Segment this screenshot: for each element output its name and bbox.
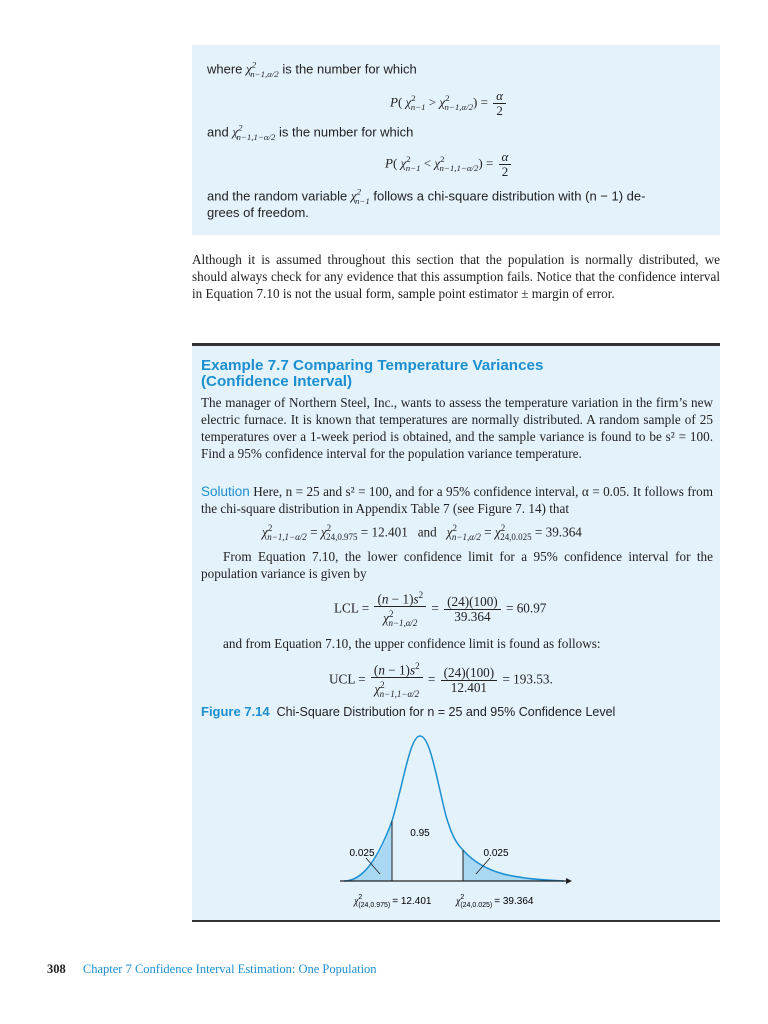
chi-low-value: = 12.401 <box>360 524 408 540</box>
chapter-running-head: Chapter 7 Confidence Interval Estimation: One Population <box>82 962 377 976</box>
probability-equation-1: P( $\chi^2_{n-1} > \chi^2_{n-1,\alpha/2}$) = $\frac{\alpha}{2}$ <box>390 89 508 118</box>
figure-caption-text: Chi-Square Distribution for n = 25 and 95% Confidence Level <box>276 705 616 719</box>
lcl-denominator: 39.364 <box>454 608 491 624</box>
solution-label: Solution <box>201 484 250 499</box>
lcl-result: = 60.97 <box>505 600 547 616</box>
lcl-numerator: (24)(100) <box>444 595 501 610</box>
definition-box <box>192 45 720 235</box>
lcl-label: LCL <box>334 600 359 616</box>
example-title-line-2: (Confidence Interval) <box>201 373 353 390</box>
right-cut-axis-label: $\chi^2$ (24,0.025) = 39.364 <box>456 894 534 909</box>
left-tail-label: 0.025 <box>349 848 375 859</box>
text-and-2: and <box>417 524 437 540</box>
axis-arrowhead <box>566 878 572 884</box>
chi-square-figure <box>334 726 574 916</box>
ucl-numerator: (24)(100) <box>441 666 498 681</box>
ucl-label: UCL <box>329 671 355 687</box>
solution-paragraph <box>201 483 713 517</box>
page-footer <box>47 962 377 977</box>
left-cut-axis-label: $\chi^2$ (24,0.975) = 12.401 <box>354 894 432 909</box>
example-title <box>201 358 543 390</box>
chi-high-value: = 39.364 <box>534 524 582 540</box>
text-random-variable: and the random variable <box>207 188 348 204</box>
definition-line-1: where $\chi^2_{n-1,\alpha/2}$ is the number for which <box>207 60 417 79</box>
critical-values-equation: $\chi^2_{n-1,1-\alpha/2} = \chi^2_{24,0.975} = 12.401$ and $\chi^2_{n-1,\alpha/2} = \chi^2_{24,0.025} = 39.364$ <box>262 523 582 543</box>
ucl-result: = 193.53. <box>502 671 553 687</box>
text-where: where <box>207 61 243 77</box>
definition-line-3: and the random variable $\chi^2_{n-1}$ follows a chi-square distribution with (n − 1) de- <box>207 187 646 206</box>
center-probability-label: 0.95 <box>410 828 430 839</box>
probability-equation-2: P( $\chi^2_{n-1} < \chi^2_{n-1,1-\alpha/2}$) = $\frac{\alpha}{2}$ <box>385 150 513 179</box>
ucl-equation: UCL = $\frac{(n - 1)s^2}{\chi^2_{n-1,1-\alpha/2}}$ = $\frac{(24)(100)}{12.401}$ = 193.53. <box>329 661 553 700</box>
text-follows-chi-square: follows a chi-square distribution with (n − 1) de- <box>373 188 646 204</box>
body-paragraph: Although it is assumed throughout this section that the population is normally distributed, we should always check for any evidence that this assumption fails. Notice that the confidence interval in Equation 7.10 is not the usual form, sample point estimator ± margin of error. <box>192 252 720 301</box>
figure-caption <box>201 704 615 719</box>
page-number: 308 <box>47 962 66 976</box>
example-bottom-rule <box>192 920 720 922</box>
text-number-for-which-2: is the number for which <box>278 124 414 140</box>
solution-text: Here, n = 25 and s² = 100, and for a 95% confidence interval, α = 0.05. It follows from the chi-square distribution in Appendix Table 7 (see Figure 7. 14) that <box>201 484 713 516</box>
example-top-rule <box>192 343 720 346</box>
ucl-denominator: 12.401 <box>450 679 488 695</box>
example-title-line-1: Example 7.7 Comparing Temperature Variances <box>201 357 544 374</box>
figure-label: Figure 7.14 <box>201 704 270 719</box>
text-and: and <box>207 124 229 140</box>
lcl-intro: From Equation 7.10, the lower confidence limit for a 95% confidence interval for the population variance is given by <box>201 549 713 581</box>
lcl-equation: LCL = $\frac{(n - 1)s^2}{\chi^2_{n-1,\alpha/2}}$ = $\frac{(24)(100)}{39.364}$ = 60.97 <box>334 590 547 629</box>
definition-line-2: and $\chi^2_{n-1,1-\alpha/2}$ is the number for which <box>207 123 414 142</box>
definition-line-4: grees of freedom. <box>207 205 309 220</box>
right-tail-label: 0.025 <box>483 848 509 859</box>
example-body: The manager of Northern Steel, Inc., wants to assess the temperature variation in the firm’s new electric furnace. It is known that temperatures are normally distributed. A random sample of 25 temperatures over a 1-week period is obtained, and the sample variance is found to be s² = 100. Find a 95% confidence interval for the population variance temperature. <box>201 395 713 461</box>
text-number-for-which-1: is the number for which <box>282 61 417 77</box>
ucl-intro: and from Equation 7.10, the upper confidence limit is found as follows: <box>223 636 601 651</box>
